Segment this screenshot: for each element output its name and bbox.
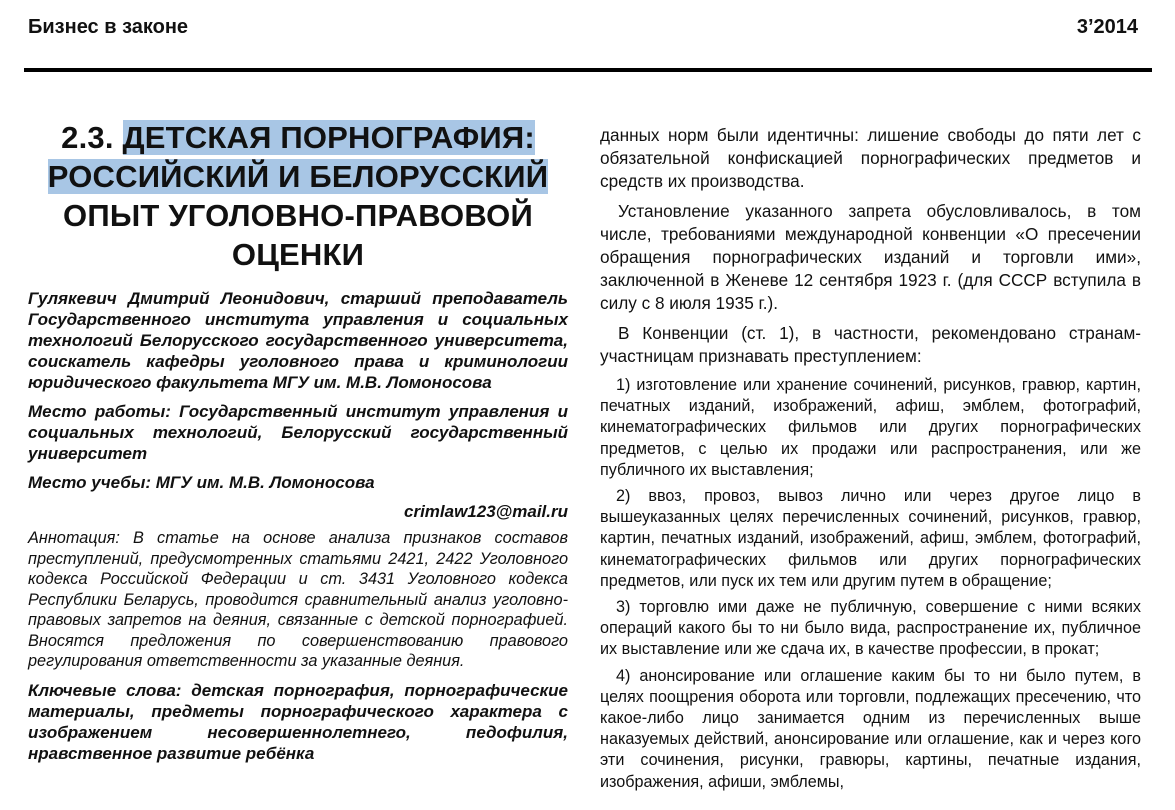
article-title bbox=[28, 118, 568, 274]
workplace: Место работы: Государственный институт управления и социальных технологий, Белорусский государственный университет bbox=[28, 402, 568, 463]
keywords: Ключевые слова: детская порнография, порнографические материалы, предметы порнографического характера с изображением несовершеннолетнего, педофилия, нравственное развитие ребёнка bbox=[28, 680, 568, 763]
title-line-3: ОПЫТ УГОЛОВНО-ПРАВОВОЙ bbox=[63, 198, 533, 233]
author-info: Гулякевич Дмитрий Леонидович, старший преподаватель Государственного института управления и социальных технологий Белорусского государственного университета, соискатель кафедры уголовного права и криминологии юридического факультета МГУ им. М.В. Ломоносова bbox=[28, 289, 568, 392]
left-column bbox=[28, 118, 568, 764]
author-email: crimlaw123@mail.ru bbox=[404, 502, 568, 521]
right-column bbox=[600, 124, 1141, 798]
body-paragraph-2: Установление указанного запрета обусловливалось, в том числе, требованиями международной конвенции «О пресечении обращения порнографических изданий и торговли ими», заключенной в Женеве 12 сентября 1923 г. (для СССР вступила в силу с 8 июля 1935 г.). bbox=[600, 201, 1141, 313]
title-number: 2.3. bbox=[61, 120, 114, 155]
study-place: Место учебы: МГУ им. М.В. Ломоносова bbox=[28, 473, 375, 492]
list-item: 2) ввоз, провоз, вывоз лично или через другое лицо в вышеуказанных целях перечисленных сочинений, рисунков, гравюр, картин, печатных изданий, изображений, афиш, эмблем, фотографий, кинематографических фильмов или других порнографических предметов, или пуск их тем или другим путем в обращение; bbox=[600, 487, 1141, 590]
body-paragraph-1: данных норм были идентичны: лишение свободы до пяти лет с обязательной конфискацией порнографических предметов и средств их производства. bbox=[600, 125, 1141, 191]
title-selected-text-2[interactable]: РОССИЙСКИЙ И БЕЛОРУССКИЙ bbox=[47, 159, 549, 194]
abstract: Аннотация: В статье на основе анализа признаков составов преступлений, предусмотренных статьями 2421, 2422 Уголовного кодекса Российской Федерации и ст. 3431 Уголовного кодекса Республики Беларусь, проводится сравнительный анализ уголовно-правовых запретов на деяния, связанные с детской порнографией. Вносятся предложения по совершенствованию правового регулирования ответственности за указанные деяния. bbox=[28, 529, 568, 670]
list-item: 4) анонсирование или оглашение каким бы то ни было путем, в целях поощрения оборота или торговли, подлежащих пресечению, что какое-либо лицо занимается одним из перечисленных выше наказуемых действий, анонсирование или оглашение, как и через кого эти сочинения, рисунки, гравюры, картины, печатные издания, изображения, афиши, эмблемы, bbox=[600, 666, 1141, 791]
issue-number: 3’2014 bbox=[1076, 16, 1138, 38]
body-paragraph-3: В Конвенции (ст. 1), в частности, рекомендовано странам-участницам признавать преступлением: bbox=[600, 323, 1141, 366]
title-selected-text-1[interactable]: ДЕТСКАЯ ПОРНОГРАФИЯ: bbox=[122, 120, 535, 155]
title-line-4: ОЦЕНКИ bbox=[231, 237, 365, 272]
journal-name: Бизнес в законе bbox=[28, 16, 189, 38]
list-item: 1) изготовление или хранение сочинений, рисунков, гравюр, картин, печатных изданий, изображений, афиш, эмблем, фотографий, кинематографических фильмов или других порнографических предметов, с целью их продажи или распространения, или же публичного их выставления; bbox=[600, 376, 1141, 479]
header-divider bbox=[24, 68, 1152, 72]
list-item: 3) торговлю ими даже не публичную, совершение с ними всяких операций какого бы то ни было вида, распространение их, публичное их выставление или же сдача их, в качестве профессии, в прокат; bbox=[600, 598, 1141, 659]
